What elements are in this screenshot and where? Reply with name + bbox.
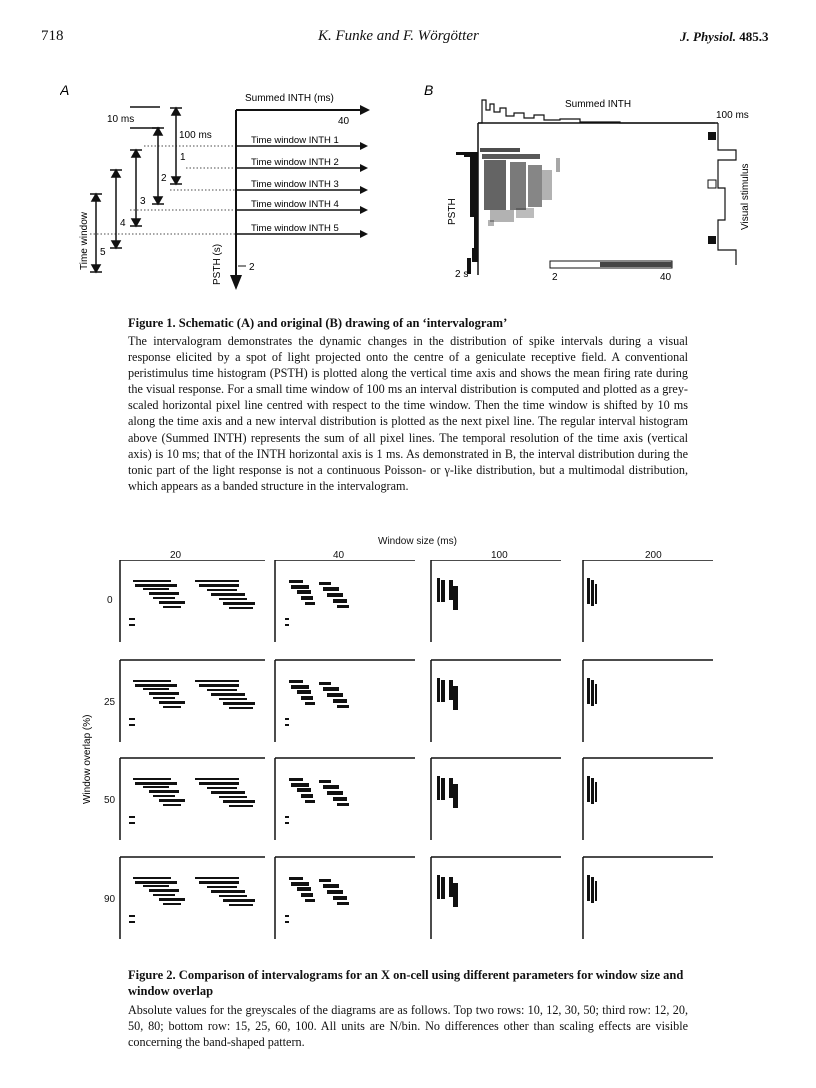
panel-row-90 bbox=[120, 857, 713, 939]
panel-40-25 bbox=[275, 660, 415, 742]
window-size-40: 40 bbox=[333, 550, 345, 561]
summed-arrowhead bbox=[360, 105, 370, 115]
psth-axis-label: PSTH (s) bbox=[212, 243, 223, 285]
time-scale-label: 2 s bbox=[455, 269, 469, 280]
window-length-label: 100 ms bbox=[179, 130, 212, 141]
scale-max: 40 bbox=[660, 272, 672, 283]
figure1-caption-body: The intervalogram demonstrates the dynamic changes in the distribution of spike intervals during a visual response elicited by a spot of light projected onto the centre of a geniculate receptive field. A conventional peristimulus time histogram (PSTH) is plotted along the vertical time axis and shows the mean firing rate during the visual response. For a small time window of 100 ms an interval distribution is computed and plotted as a grey-scaled horizontal pixel line centred with respect to the time window. Then the time window is shifted by 10 ms along the time axis and a new interval distribution is plotted as the next pixel line. The regular interval histogram above (Summed INTH) represents the sum of all pixel lines. The temporal resolution of the time axis (vertical axis) is 10 ms; that of the INTH horizontal axis is 1 ms. As demonstrated in B, the interval distribution during the tonic part of the light response is not a continuous Poisson- or γ-like distribution, but a multimodal distribution, which appears as a banded structure in the intervalogram. bbox=[128, 334, 688, 493]
figure2-caption-title: Figure 2. Comparison of intervalograms for an X on-cell using different parameters for window size and window overlap bbox=[128, 968, 684, 998]
time-window-4 bbox=[130, 199, 368, 214]
overlap-axis-label: Window overlap (%) bbox=[82, 714, 93, 804]
panel-20-25 bbox=[120, 660, 265, 742]
stimulus-on-square-2 bbox=[708, 236, 716, 244]
figure1-panel-a bbox=[60, 80, 380, 295]
figure2-grid bbox=[115, 560, 725, 955]
panel-200-50 bbox=[583, 758, 713, 840]
window-size-label: Window size (ms) bbox=[378, 536, 457, 547]
time-window-axis-label: Time window bbox=[79, 212, 90, 270]
panel-20-90 bbox=[120, 857, 265, 939]
marker-3: 3 bbox=[140, 196, 146, 207]
figure1-caption-title: Figure 1. Schematic (A) and original (B) drawing of an ‘intervalogram’ bbox=[128, 316, 508, 330]
panel-40-90 bbox=[275, 857, 415, 939]
panel-100-25 bbox=[431, 660, 561, 742]
panel-row-25 bbox=[120, 660, 713, 742]
figure1-panel-b bbox=[420, 80, 760, 290]
panel-100-50 bbox=[431, 758, 561, 840]
psth-bars bbox=[456, 152, 478, 274]
overlap-axis-label-container bbox=[78, 700, 94, 810]
scale-min: 2 bbox=[552, 272, 558, 283]
journal-name: J. Physiol. bbox=[680, 29, 736, 44]
window-size-200: 200 bbox=[645, 550, 662, 561]
stimulus-on-square bbox=[708, 132, 716, 140]
panel-200-25 bbox=[583, 660, 713, 742]
panel-40-50 bbox=[275, 758, 415, 840]
marker-2: 2 bbox=[161, 173, 167, 184]
window-size-20: 20 bbox=[170, 550, 182, 561]
summed-axis-end: 40 bbox=[338, 116, 350, 127]
step-label: 10 ms bbox=[107, 114, 135, 125]
time-window-3 bbox=[170, 179, 368, 194]
marker-1: 1 bbox=[180, 152, 186, 163]
panel-100-90 bbox=[431, 857, 561, 939]
time-window-2-label: Time window INTH 2 bbox=[251, 157, 339, 168]
marker-5: 5 bbox=[100, 247, 106, 258]
panel-100-0 bbox=[431, 560, 561, 642]
journal-volume: 485.3 bbox=[739, 29, 769, 44]
window-size-100: 100 bbox=[491, 550, 508, 561]
psth-arrowhead bbox=[230, 275, 242, 290]
panel-200-0 bbox=[583, 560, 713, 642]
time-window-1 bbox=[144, 135, 368, 150]
intervalogram-texture bbox=[480, 148, 560, 226]
stimulus-off-square bbox=[708, 180, 716, 188]
page-number: 718 bbox=[41, 28, 64, 44]
panel-b-label: B bbox=[424, 82, 434, 98]
stimulus-trace bbox=[718, 123, 736, 265]
psth-label-b: PSTH bbox=[447, 198, 458, 225]
time-window-2 bbox=[186, 157, 368, 172]
visual-stimulus-label: Visual stimulus bbox=[740, 163, 751, 230]
panel-row-50 bbox=[120, 758, 713, 840]
time-window-5-label: Time window INTH 5 bbox=[251, 223, 339, 234]
running-header-authors: K. Funke and F. Wörgötter bbox=[318, 28, 479, 44]
figure2-caption-body: Absolute values for the greyscales of the diagrams are as follows. Top two rows: 10, 12, 30, 50; third row: 12, 20, 50, 80; bottom row: 15, 25, 60, 100. All units are N/bin. No differences other than scaling effects are visible concerning the band-shaped pattern. bbox=[128, 1003, 688, 1050]
time-window-1-label: Time window INTH 1 bbox=[251, 135, 339, 146]
greyscale-bar-fill bbox=[600, 262, 672, 267]
summed-inth-label-b: Summed INTH bbox=[565, 99, 632, 110]
ms-label: 100 ms bbox=[716, 110, 749, 121]
summed-inth-label: Summed INTH (ms) bbox=[245, 93, 334, 104]
psth-axis-end: 2 bbox=[249, 262, 255, 273]
panel-20-50 bbox=[120, 758, 265, 840]
panel-a-label: A bbox=[60, 82, 70, 98]
overlap-0: 0 bbox=[107, 595, 113, 606]
panel-20-0 bbox=[120, 560, 265, 642]
panel-40-0 bbox=[275, 560, 415, 642]
time-window-4-label: Time window INTH 4 bbox=[251, 199, 339, 210]
overlap-25: 25 bbox=[104, 697, 116, 708]
panel-row-0 bbox=[120, 560, 713, 642]
journal-reference bbox=[680, 29, 768, 45]
time-window-3-label: Time window INTH 3 bbox=[251, 179, 339, 190]
marker-4: 4 bbox=[120, 218, 126, 229]
panel-200-90 bbox=[583, 857, 713, 939]
overlap-50: 50 bbox=[104, 795, 116, 806]
overlap-90: 90 bbox=[104, 894, 116, 905]
